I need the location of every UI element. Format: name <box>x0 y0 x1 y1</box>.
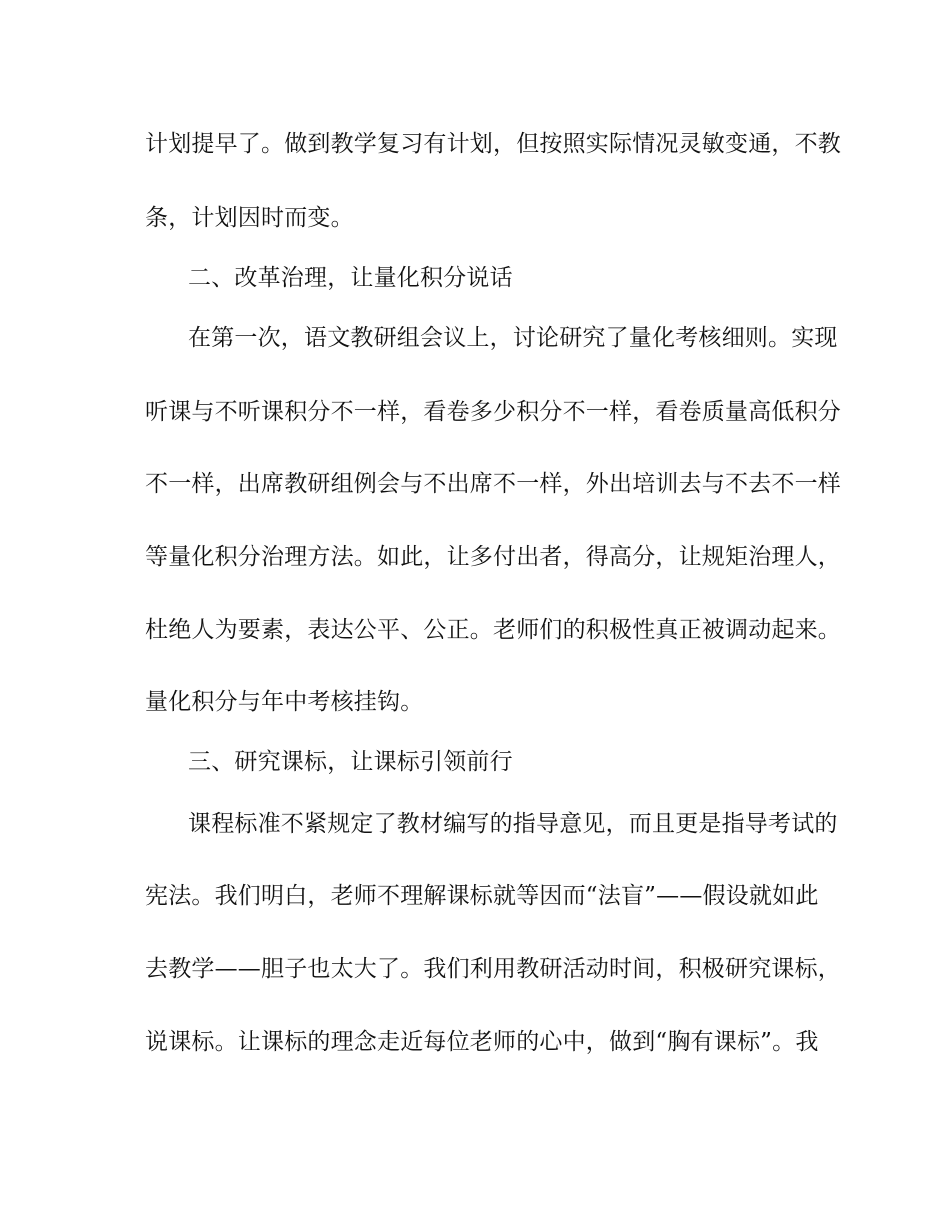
text-line: 杜绝人为要素，表达公平、公正。老师们的积极性真正被调动起来。 <box>145 617 841 643</box>
text-line: 在第一次，语文教研组会议上，讨论研究了量化考核细则。实现 <box>188 325 838 351</box>
section-heading: 三、研究课标，让课标引领前行 <box>188 749 513 775</box>
text-line: 听课与不听课积分不一样，看卷多少积分不一样，看卷质量高低积分 <box>145 399 841 425</box>
text-line: 宪法。我们明白，老师不理解课标就等因而“法盲”——假设就如此 <box>145 883 819 909</box>
text-line: 计划提早了。做到教学复习有计划，但按照实际情况灵敏变通，不教 <box>145 131 841 157</box>
text-line: 条，计划因时而变。 <box>145 205 354 231</box>
text-line: 量化积分与年中考核挂钩。 <box>145 689 424 715</box>
text-line: 说课标。让课标的理念走近每位老师的心中，做到“胸有课标”。我 <box>145 1029 819 1055</box>
text-line: 去教学——胆子也太大了。我们利用教研活动时间，积极研究课标， <box>145 956 841 982</box>
section-heading: 二、改革治理，让量化积分说话 <box>188 265 513 291</box>
text-line: 课程标准不紧规定了教材编写的指导意见，而且更是指导考试的 <box>188 811 838 837</box>
text-line: 等量化积分治理方法。如此，让多付出者，得高分，让规矩治理人， <box>145 544 841 570</box>
text-line: 不一样，出席教研组例会与不出席不一样，外出培训去与不去不一样 <box>145 471 841 497</box>
